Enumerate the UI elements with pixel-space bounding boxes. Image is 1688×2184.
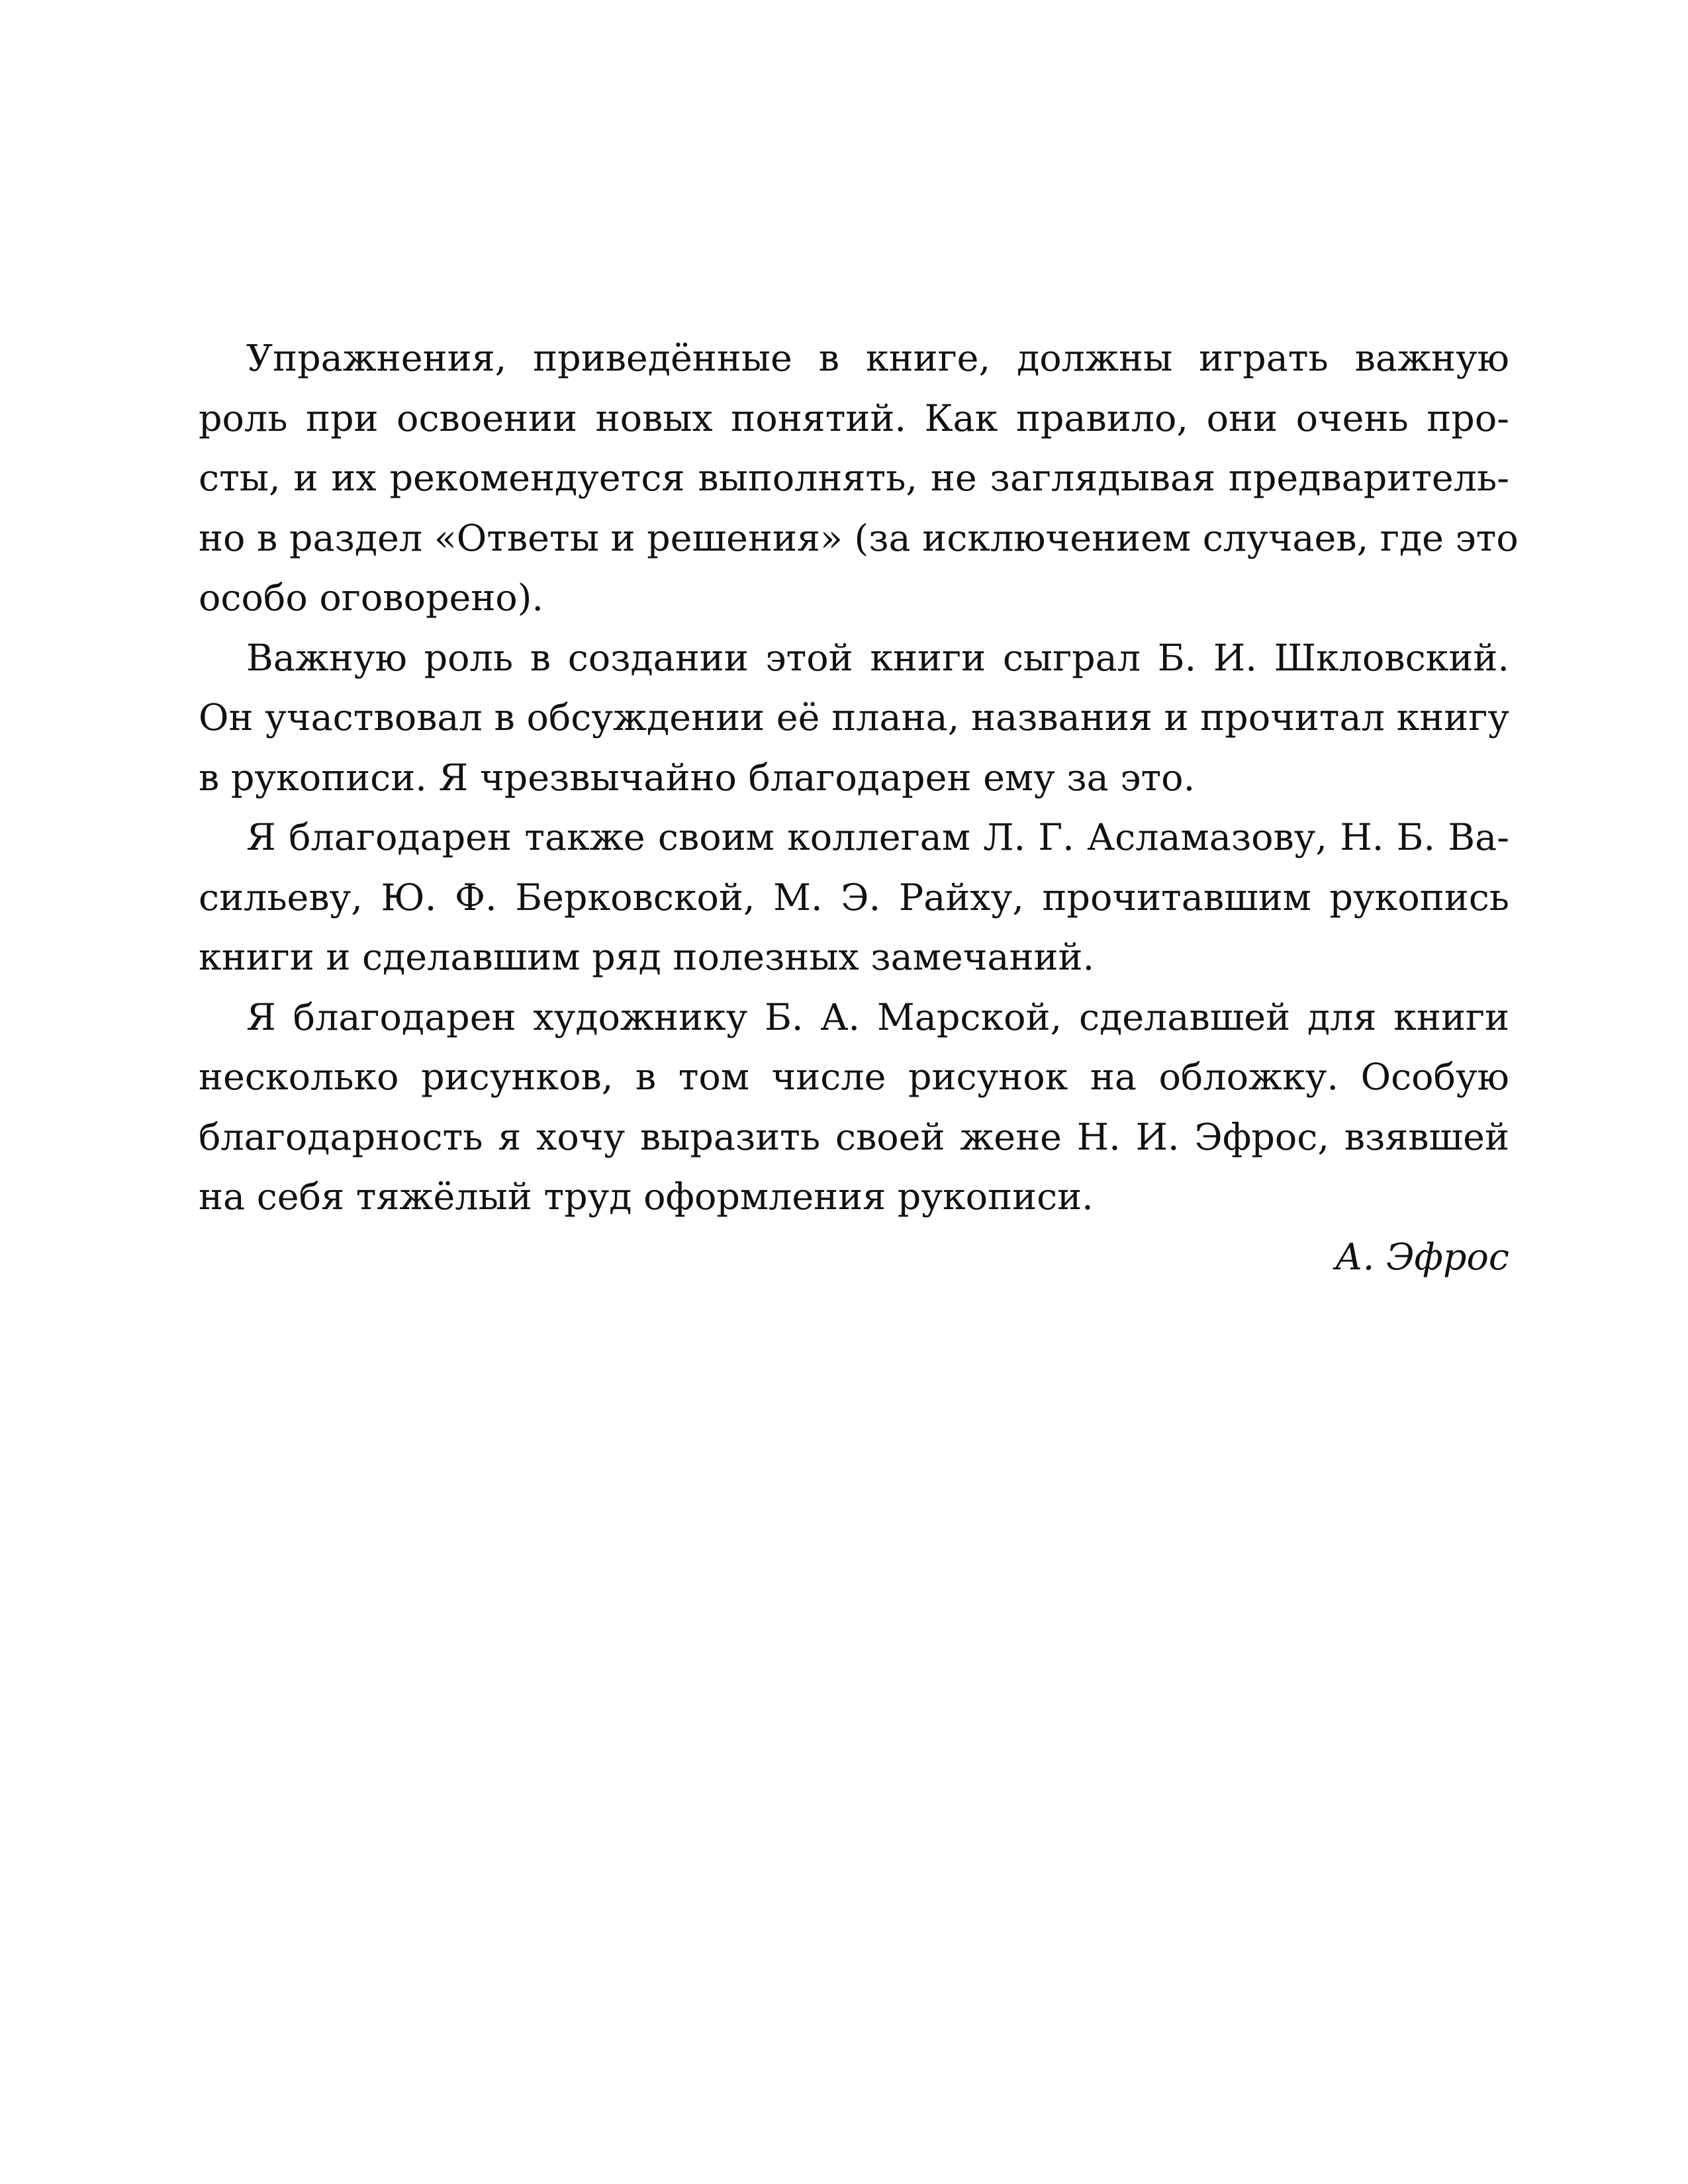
- paragraph-1-line-2: роль при освоении новых понятий. Как правило, они очень про-: [199, 396, 1509, 440]
- paragraph-3-line-2: сильеву, Ю. Ф. Берковской, М. Э. Райху, прочитавшим рукопись: [199, 876, 1509, 919]
- paragraph-4-line-4: на себя тяжёлый труд оформления рукописи.: [199, 1175, 1094, 1218]
- paragraph-3-line-3: книги и сделавшим ряд полезных замечаний.: [199, 936, 1095, 979]
- paragraph-2-line-3: в рукописи. Я чрезвычайно благодарен ему за это.: [199, 756, 1196, 799]
- paragraph-2-line-2: Он участвовал в обсуждении её плана, названия и прочитал книгу: [199, 696, 1509, 739]
- paragraph-4-line-2: несколько рисунков, в том числе рисунок на обложку. Особую: [199, 1056, 1509, 1099]
- preface-text: [199, 329, 1519, 1287]
- author-signature: А. Эфрос: [1335, 1235, 1509, 1279]
- paragraph-1-line-1: Упражнения, приведённые в книге, должны играть важную: [246, 337, 1509, 380]
- paragraph-2-line-1: Важную роль в создании этой книги сыграл Б. И. Шкловский.: [246, 636, 1509, 680]
- paragraph-1-line-3: сты, и их рекомендуется выполнять, не заглядывая предваритель-: [199, 457, 1509, 500]
- paragraph-1-line-4: но в раздел «Ответы и решения» (за исключением случаев, где это: [199, 516, 1519, 560]
- paragraph-4-line-1: Я благодарен художнику Б. А. Марской, сделавшей для книги: [246, 995, 1509, 1039]
- paragraph-1-line-5: особо оговорено).: [199, 576, 544, 619]
- paragraph-4-line-3: благодарность я хочу выразить своей жене Н. И. Эфрос, взявшей: [199, 1115, 1509, 1159]
- paragraph-3-line-1: Я благодарен также своим коллегам Л. Г. Асламазову, Н. Б. Ва-: [246, 816, 1509, 859]
